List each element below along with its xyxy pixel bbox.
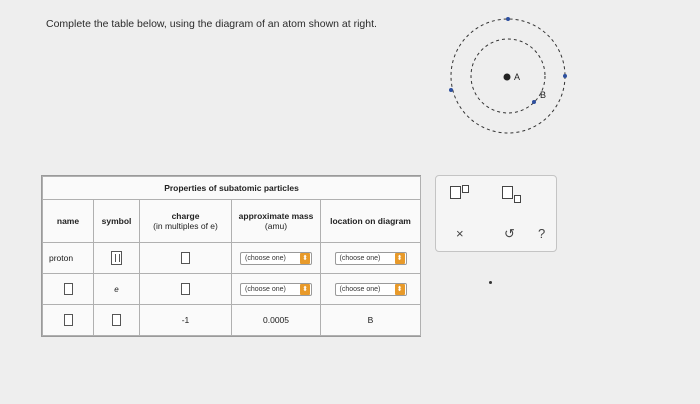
- header-name: name: [43, 200, 94, 243]
- dropdown-arrow-icon: ⬍: [300, 284, 310, 295]
- cell-symbol: [94, 305, 140, 336]
- header-mass-sub: (amu): [264, 221, 288, 231]
- clear-button[interactable]: ×: [456, 226, 464, 241]
- cell-name: [43, 274, 94, 305]
- cell-name: [43, 305, 94, 336]
- mass-dropdown[interactable]: [240, 252, 312, 265]
- name-input[interactable]: [64, 314, 73, 326]
- cell-location: B: [321, 305, 421, 336]
- table-row: [43, 305, 421, 336]
- cell-location: [321, 243, 421, 274]
- electron: [532, 100, 536, 104]
- cell-mass: 0.0005: [232, 305, 321, 336]
- superscript-icon[interactable]: [450, 186, 469, 204]
- charge-input[interactable]: [181, 252, 190, 264]
- cell-mass: [232, 274, 321, 305]
- mouse-cursor: [489, 281, 492, 284]
- header-charge: [140, 200, 232, 243]
- diagram-label-a: A: [514, 72, 521, 82]
- mass-dropdown[interactable]: [240, 283, 312, 296]
- help-button[interactable]: ?: [538, 226, 546, 241]
- table-row: [43, 274, 421, 305]
- name-input[interactable]: [64, 283, 73, 295]
- dropdown-arrow-icon: ⬍: [300, 253, 310, 264]
- undo-button[interactable]: ↺: [504, 226, 515, 241]
- symbol-input[interactable]: [112, 314, 121, 326]
- header-charge-label: charge: [171, 211, 200, 221]
- table-row: [43, 243, 421, 274]
- cell-name: proton: [43, 243, 94, 274]
- dropdown-label: (choose one): [245, 254, 286, 262]
- atom-diagram: [440, 8, 570, 138]
- answer-toolbar: [435, 175, 557, 252]
- electron: [563, 74, 567, 78]
- symbol-value: e: [114, 285, 119, 294]
- cell-location: [321, 274, 421, 305]
- cell-symbol: [94, 243, 140, 274]
- cell-symbol: [94, 274, 140, 305]
- nucleus: [504, 74, 511, 81]
- cell-charge: [140, 243, 232, 274]
- header-charge-sub: (in multiples of e): [153, 221, 218, 231]
- dropdown-arrow-icon: ⬍: [395, 253, 405, 264]
- symbol-input[interactable]: [111, 251, 122, 265]
- diagram-label-b: B: [540, 90, 547, 100]
- charge-input[interactable]: [181, 283, 190, 295]
- header-mass: [232, 200, 321, 243]
- header-symbol: symbol: [94, 200, 140, 243]
- cell-mass: [232, 243, 321, 274]
- instruction-text: Complete the table below, using the diagram of an atom shown at right.: [46, 18, 377, 30]
- subscript-icon[interactable]: [502, 186, 521, 204]
- location-dropdown[interactable]: [335, 283, 407, 296]
- cell-charge: -1: [140, 305, 232, 336]
- header-location: location on diagram: [321, 200, 421, 243]
- electron: [449, 88, 453, 92]
- electron: [506, 17, 510, 21]
- dropdown-label: (choose one): [245, 285, 286, 293]
- cell-charge: [140, 274, 232, 305]
- dropdown-label: (choose one): [339, 285, 381, 293]
- header-mass-label: approximate mass: [238, 211, 314, 221]
- table-title: Properties of subatomic particles: [43, 177, 421, 200]
- location-dropdown[interactable]: [335, 252, 407, 265]
- dropdown-label: (choose one): [339, 254, 381, 262]
- dropdown-arrow-icon: ⬍: [395, 284, 405, 295]
- particle-table: [41, 175, 421, 337]
